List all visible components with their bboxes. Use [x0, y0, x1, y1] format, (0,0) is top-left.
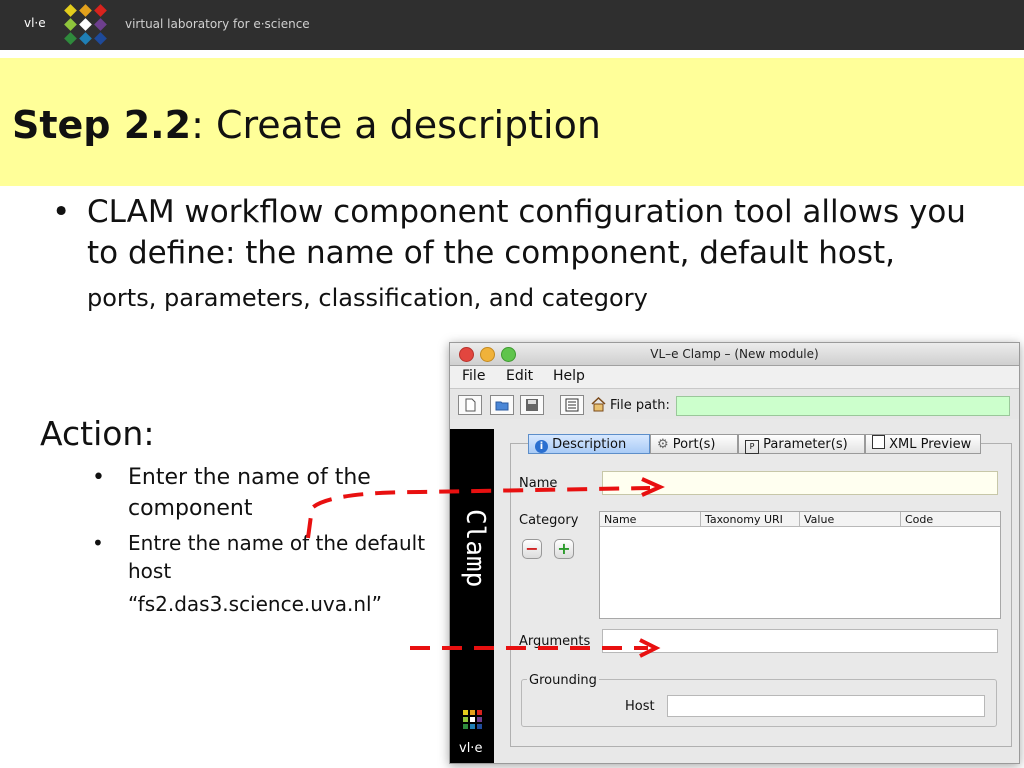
menu-edit[interactable]: Edit [506, 368, 534, 384]
tab-description[interactable] [528, 434, 650, 454]
arguments-label: Arguments [519, 634, 591, 649]
remove-category-button[interactable] [522, 539, 542, 559]
slide-title [12, 102, 601, 148]
list-view-icon [565, 398, 579, 412]
parameters-icon: P [745, 440, 759, 454]
tab-description-label: Description [552, 437, 627, 452]
header-divider [0, 50, 1024, 58]
menu-bar [450, 366, 1019, 389]
clamp-window [449, 342, 1020, 764]
slide-title-rest: : Create a description [191, 103, 601, 147]
component-name-field[interactable] [602, 471, 998, 495]
clamp-sidebar [450, 429, 494, 763]
file-path-field[interactable] [676, 396, 1010, 416]
sidebar-brand-text: vl·e [459, 741, 483, 756]
window-titlebar[interactable] [450, 343, 1019, 366]
slide-title-bold: Step 2.2 [12, 103, 192, 147]
action-item-text: Entre the name of the default host [128, 531, 426, 583]
host-label: Host [625, 699, 655, 714]
name-label: Name [519, 476, 558, 491]
new-file-button[interactable] [458, 395, 482, 415]
gear-icon: ⚙ [657, 437, 669, 452]
new-file-icon [463, 398, 477, 412]
column-header-value[interactable]: Value [800, 512, 901, 527]
open-file-button[interactable] [490, 395, 514, 415]
category-table[interactable] [599, 511, 1001, 619]
tab-ports[interactable] [650, 434, 738, 454]
module-view-button[interactable] [560, 395, 584, 415]
window-title: VL–e Clamp – (New module) [650, 347, 819, 361]
document-icon [872, 435, 885, 449]
tab-parameters-label: Parameter(s) [763, 437, 848, 452]
bullet-dot: • [52, 194, 71, 230]
bullet-dot: • [92, 531, 104, 555]
add-category-button[interactable] [554, 539, 574, 559]
file-path-label: File path: [610, 398, 670, 413]
action-heading: Action: [40, 414, 155, 453]
grounding-label: Grounding [529, 673, 597, 688]
main-bullet-large: CLAM workflow component configuration tool allows you to define: the name of the component, default host, [87, 194, 966, 271]
sidebar-brand-logo-icon [462, 709, 484, 731]
column-header-taxonomy-uri[interactable]: Taxonomy URI [701, 512, 800, 527]
default-host-field[interactable] [667, 695, 985, 717]
brand-short: vl·e [24, 16, 46, 30]
save-disk-icon [525, 398, 539, 412]
column-header-code[interactable]: Code [901, 512, 1000, 527]
save-file-button[interactable] [520, 395, 544, 415]
arguments-field[interactable] [602, 629, 998, 653]
open-folder-icon [495, 398, 509, 412]
tab-parameters[interactable] [738, 434, 865, 454]
info-icon: i [535, 440, 548, 453]
home-icon [591, 397, 606, 412]
category-label: Category [519, 513, 579, 528]
plus-icon: + [557, 539, 571, 558]
menu-help[interactable]: Help [553, 368, 585, 384]
bullet-dot: • [92, 465, 105, 490]
toolbar [450, 389, 1019, 419]
host-example-text: “fs2.das3.science.uva.nl” [128, 592, 382, 616]
sidebar-clamp-text: Clamp [460, 509, 490, 588]
tab-ports-label: Port(s) [672, 437, 716, 452]
header-bar [0, 0, 1024, 50]
menu-file[interactable]: File [462, 368, 486, 384]
main-bullet-small: ports, parameters, classification, and category [87, 284, 648, 312]
tagline: virtual laboratory for e·science [125, 17, 310, 31]
main-bullet-text [87, 192, 967, 319]
minus-icon: − [525, 539, 539, 558]
action-item-text: Enter the name of the component [128, 465, 371, 521]
tab-xml-preview-label: XML Preview [889, 437, 972, 452]
tab-xml-preview[interactable] [865, 434, 981, 454]
brand-logo-icon [64, 4, 108, 46]
column-header-name[interactable]: Name [600, 512, 701, 527]
